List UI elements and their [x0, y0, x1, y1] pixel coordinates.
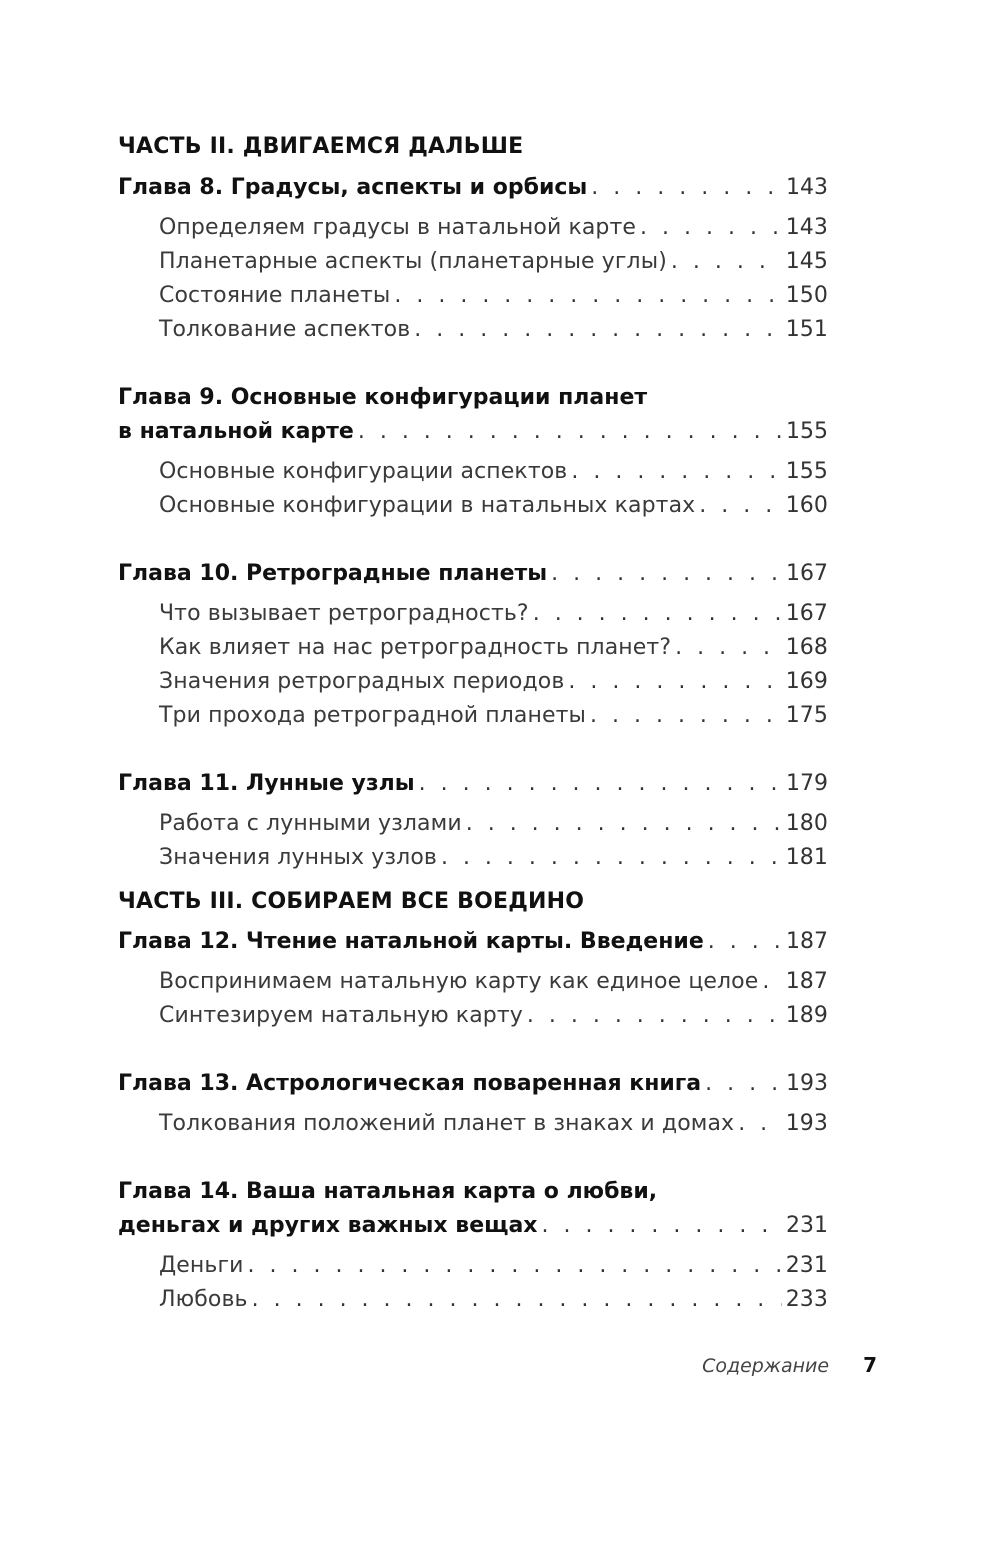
dot-leader — [541, 1209, 782, 1243]
section-entry[interactable] — [159, 665, 828, 699]
section-entry[interactable] — [159, 1283, 828, 1317]
section-title: Толкование аспектов — [159, 317, 411, 342]
dot-leader — [358, 415, 782, 449]
section-title: Что вызывает ретроградность? — [159, 601, 529, 626]
section-list — [118, 597, 828, 733]
chapter-title-first-line[interactable]: Глава 9. Основные конфигурации планет — [118, 385, 648, 410]
section-title: Определяем градусы в натальной карте — [159, 215, 637, 240]
chapter-title: в натальной карте — [118, 419, 354, 444]
chapter-title: Глава 11. Лунные узлы — [118, 771, 415, 796]
section-entry[interactable] — [159, 965, 828, 999]
section-entry[interactable] — [159, 999, 828, 1033]
dot-leader — [708, 925, 782, 959]
chapter-title-line[interactable] — [118, 415, 828, 449]
part-title: ЧАСТЬ III. СОБИРАЕМ ВСЕ ВОЕДИНО — [118, 889, 585, 914]
dot-leader — [699, 489, 781, 523]
page-number: 143 — [785, 215, 828, 240]
dot-leader — [675, 631, 782, 665]
section-title: Состояние планеты — [159, 283, 391, 308]
page-number: 151 — [785, 317, 828, 342]
chapter-title: Глава 12. Чтение натальной карты. Введение — [118, 929, 704, 954]
chapter-13 — [118, 1067, 828, 1141]
table-of-contents — [118, 130, 828, 1317]
dot-leader — [571, 455, 781, 489]
dot-leader — [466, 807, 782, 841]
chapter-title: Глава 13. Астрологическая поваренная книга — [118, 1071, 702, 1096]
page-number: 179 — [786, 771, 828, 796]
part-3 — [118, 885, 828, 1317]
section-list — [118, 965, 828, 1033]
page-number: 143 — [786, 175, 828, 200]
section-entry[interactable] — [159, 211, 828, 245]
dot-leader — [551, 557, 782, 591]
section-title: Значения лунных узлов — [159, 845, 437, 870]
section-title: Деньги — [159, 1253, 244, 1278]
chapter-8 — [118, 171, 828, 347]
chapter-title-line[interactable] — [118, 171, 828, 205]
page-number: 175 — [785, 703, 828, 728]
page-number: 231 — [785, 1253, 828, 1278]
section-entry[interactable] — [159, 1249, 828, 1283]
page-number: 180 — [785, 811, 828, 836]
section-title: Основные конфигурации аспектов — [159, 459, 568, 484]
page-number: 169 — [785, 669, 828, 694]
chapter-title-line[interactable] — [118, 925, 828, 959]
page-number: 167 — [786, 561, 828, 586]
chapter-title-line[interactable] — [118, 1209, 828, 1243]
dot-leader — [414, 313, 781, 347]
part-title: ЧАСТЬ II. ДВИГАЕМСЯ ДАЛЬШЕ — [118, 134, 524, 159]
section-entry[interactable] — [159, 699, 828, 733]
dot-leader — [590, 699, 782, 733]
section-entry[interactable] — [159, 597, 828, 631]
dot-leader — [738, 1107, 782, 1141]
page-number: 167 — [785, 601, 828, 626]
section-title: Синтезируем натальную карту — [159, 1003, 523, 1028]
chapter-title: деньгах и других важных вещах — [118, 1213, 538, 1238]
dot-leader — [441, 841, 782, 875]
dot-leader — [705, 1067, 782, 1101]
chapter-title-line[interactable] — [118, 1067, 828, 1101]
dot-leader — [394, 279, 781, 313]
section-title: Как влияет на нас ретроградность планет? — [159, 635, 672, 660]
page-number: 155 — [786, 419, 828, 444]
chapter-11 — [118, 767, 828, 875]
page-number: 193 — [785, 1111, 828, 1136]
page-number: 187 — [786, 929, 828, 954]
dot-leader — [568, 665, 781, 699]
section-entry[interactable] — [159, 313, 828, 347]
page-number: 187 — [785, 969, 828, 994]
dot-leader — [762, 965, 781, 999]
section-title: Любовь — [159, 1287, 248, 1312]
page-number: 160 — [785, 493, 828, 518]
section-entry[interactable] — [159, 489, 828, 523]
page-number: 231 — [786, 1213, 828, 1238]
chapter-title: Глава 10. Ретроградные планеты — [118, 561, 548, 586]
section-entry[interactable] — [159, 245, 828, 279]
dot-leader — [591, 171, 782, 205]
page-footer — [600, 1353, 877, 1383]
dot-leader — [248, 1249, 782, 1283]
section-entry[interactable] — [159, 1107, 828, 1141]
page-number: 193 — [786, 1071, 828, 1096]
dot-leader — [640, 211, 782, 245]
section-entry[interactable] — [159, 841, 828, 875]
chapter-14 — [118, 1175, 828, 1317]
page-number: 189 — [785, 1003, 828, 1028]
section-title: Работа с лунными узлами — [159, 811, 462, 836]
section-entry[interactable] — [159, 279, 828, 313]
page-number: 150 — [785, 283, 828, 308]
section-list — [118, 807, 828, 875]
page-number: 168 — [785, 635, 828, 660]
section-list — [118, 211, 828, 347]
dot-leader — [252, 1283, 782, 1317]
dot-leader — [419, 767, 782, 801]
section-title: Планетарные аспекты (планетарные углы) — [159, 249, 667, 274]
folio-page-number: 7 — [863, 1353, 877, 1377]
section-entry[interactable] — [159, 631, 828, 665]
dot-leader — [527, 999, 782, 1033]
section-list — [118, 1107, 828, 1141]
chapter-title-line[interactable] — [118, 767, 828, 801]
page-number: 145 — [785, 249, 828, 274]
chapter-title: Глава 8. Градусы, аспекты и орбисы — [118, 175, 588, 200]
section-title: Основные конфигурации в натальных картах — [159, 493, 696, 518]
section-title: Три прохода ретроградной планеты — [159, 703, 586, 728]
page-number: 181 — [785, 845, 828, 870]
running-footer-label: Содержание — [702, 1355, 830, 1377]
section-title: Воспринимаем натальную карту как единое целое — [159, 969, 759, 994]
page-number: 233 — [785, 1287, 828, 1312]
part-2 — [118, 130, 828, 875]
chapter-10 — [118, 557, 828, 733]
dot-leader — [671, 245, 782, 279]
chapter-9 — [118, 381, 828, 523]
chapter-title-first-line[interactable]: Глава 14. Ваша натальная карта о любви, — [118, 1179, 658, 1204]
dot-leader — [533, 597, 782, 631]
section-entry[interactable] — [159, 807, 828, 841]
page-number: 155 — [785, 459, 828, 484]
section-entry[interactable] — [159, 455, 828, 489]
section-title: Толкования положений планет в знаках и домах — [159, 1111, 735, 1136]
section-list — [118, 1249, 828, 1317]
section-list — [118, 455, 828, 523]
section-title: Значения ретроградных периодов — [159, 669, 565, 694]
chapter-12 — [118, 925, 828, 1033]
chapter-title-line[interactable] — [118, 557, 828, 591]
